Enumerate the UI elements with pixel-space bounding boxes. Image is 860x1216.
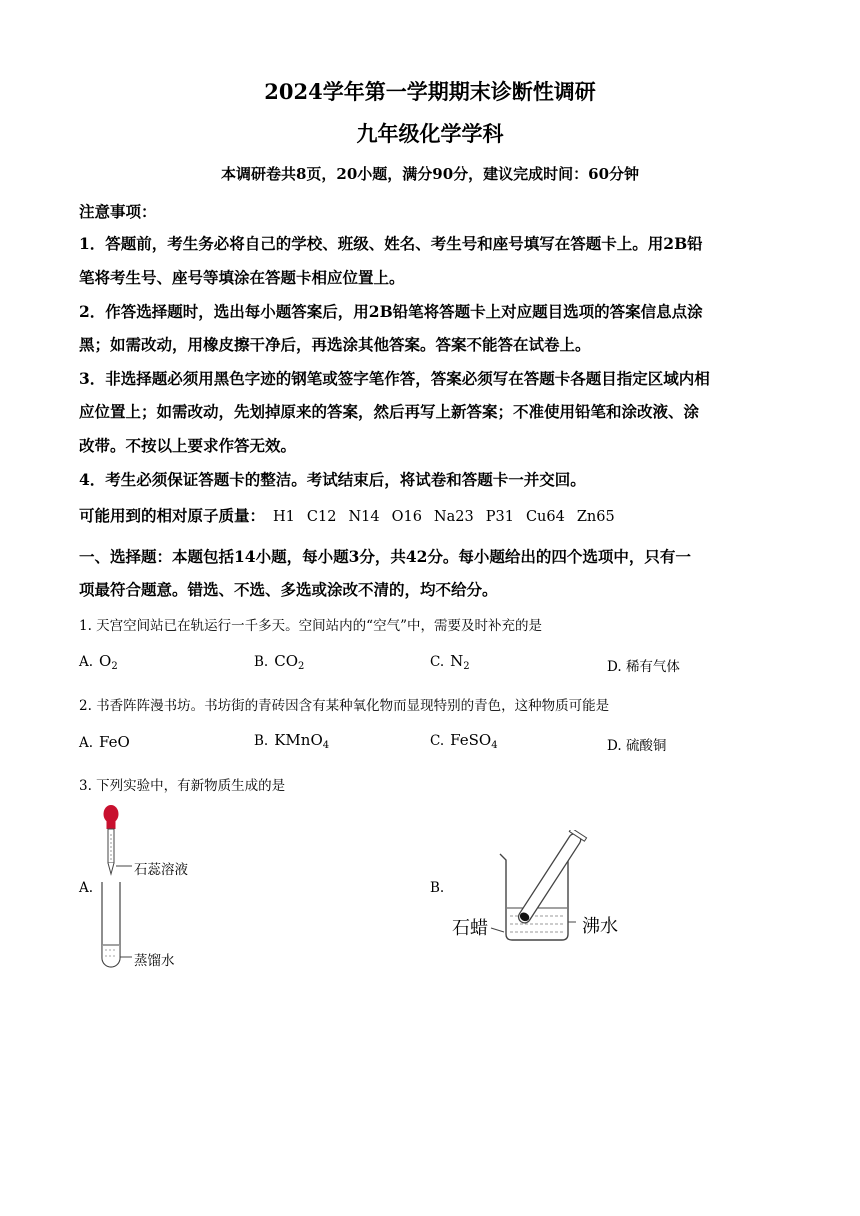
q3-stem: 3. 下列实验中，有新物质生成的是 (79, 778, 286, 794)
mass-item: Cu64 (525, 509, 565, 525)
formula-subscript: 2 (111, 661, 118, 672)
option-letter: C. (430, 733, 445, 749)
mass-item: H1 (273, 509, 295, 525)
q1-option-a (79, 652, 118, 672)
dropper-tip-icon (108, 863, 114, 874)
q3-option-b-letter: B. (430, 880, 445, 896)
option-text: 硫酸铜 (625, 738, 667, 754)
q2-option-d (607, 734, 666, 754)
formula-subscript: 4 (322, 740, 330, 751)
atomic-masses (79, 504, 627, 526)
option-letter: B. (254, 733, 269, 749)
section-1-instructions-cont: 项最符合题意。错选、不选、多选或涂改不清的，均不给分。 (79, 580, 498, 599)
notes-line-3: 2．作答选择题时，选出每小题答案后，用2B铅笔将答题卡上对应题目选项的答案信息点涂 (79, 302, 703, 321)
formula-subscript: 2 (463, 661, 470, 672)
label-leader-icon (491, 928, 504, 932)
notes-line-2: 笔将考生号、座号等填涂在答题卡相应位置上。 (79, 268, 405, 287)
q2-option-a (79, 733, 130, 751)
option-text: 稀有气体 (625, 659, 680, 675)
section-1-instructions: 一、选择题：本题包括14小题，每小题3分，共42分。每小题给出的四个选项中，只有一 (79, 547, 691, 566)
notes-line-7: 改带。不按以上要求作答无效。 (79, 436, 297, 455)
option-letter: A. (79, 735, 94, 751)
exam-summary: 本调研卷共8页，20小题，满分90分，建议完成时间：60分钟 (220, 165, 640, 183)
option-letter: D. (607, 659, 622, 675)
tilted-test-tube-icon (516, 831, 583, 925)
q1-option-d (607, 655, 680, 675)
mass-item: Na23 (433, 509, 474, 525)
q1-stem: 1. 天宫空间站已在轨运行一千多天。空间站内的“空气”中，需要及时补充的是 (79, 618, 542, 634)
formula: N (450, 652, 464, 670)
formula: O (99, 652, 112, 670)
option-letter: A. (79, 654, 94, 670)
formula: FeO (99, 733, 130, 751)
formula-subscript: 4 (491, 740, 498, 751)
dropper-collar-icon (107, 820, 116, 829)
litmus-solution-label: 石蕊溶液 (134, 862, 188, 878)
formula: KMnO (274, 731, 323, 749)
notes-line-1: 1．答题前，考生务必将自己的学校、班级、姓名、考生号和座号填写在答题卡上。用2B铅 (79, 234, 703, 253)
q2-option-c (430, 731, 498, 751)
mass-item: C12 (306, 509, 337, 525)
q3-option-a-letter: A. (79, 880, 94, 896)
notes-line-5: 3．非选择题必须用黑色字迹的钢笔或签字笔作答，答案必须写在答题卡各题目指定区域内相 (79, 369, 710, 388)
mass-item: O16 (391, 509, 422, 525)
paraffin-label: 石蜡 (452, 918, 488, 939)
boiling-water-label: 沸水 (582, 916, 618, 937)
option-letter: D. (607, 738, 622, 754)
notes-line-6: 应位置上；如需改动，先划掉原来的答案，然后再写上新答案；不准使用铅笔和涂改液、涂 (79, 402, 700, 421)
q2-option-b (254, 731, 329, 751)
q2-stem: 2. 书香阵阵漫书坊。书坊街的青砖因含有某种氧化物而显现特别的青色，这种物质可能是 (79, 698, 610, 714)
page-subtitle: 九年级化学学科 (356, 121, 504, 146)
formula: FeSO (450, 731, 492, 749)
mass-item: Zn65 (576, 509, 615, 525)
q1-option-b (254, 652, 304, 672)
option-letter: B. (254, 654, 269, 670)
notes-line-8: 4．考生必须保证答题卡的整洁。考试结束后，将试卷和答题卡一并交回。 (79, 470, 586, 489)
formula-subscript: 2 (298, 661, 305, 672)
formula: CO (274, 652, 298, 670)
distilled-water-label: 蒸馏水 (134, 953, 175, 969)
mass-item: N14 (348, 509, 380, 525)
option-letter: C. (430, 654, 445, 670)
atomic-masses-label: 可能用到的相对原子质量： (79, 506, 266, 525)
q1-option-c (430, 652, 470, 672)
notes-line-4: 黑；如需改动，用橡皮擦干净后，再选涂其他答案。答案不能答在试卷上。 (79, 335, 591, 354)
page-title: 2024学年第一学期期末诊断性调研 (264, 79, 596, 104)
notes-heading: 注意事项： (79, 202, 157, 221)
mass-item: P31 (485, 509, 514, 525)
